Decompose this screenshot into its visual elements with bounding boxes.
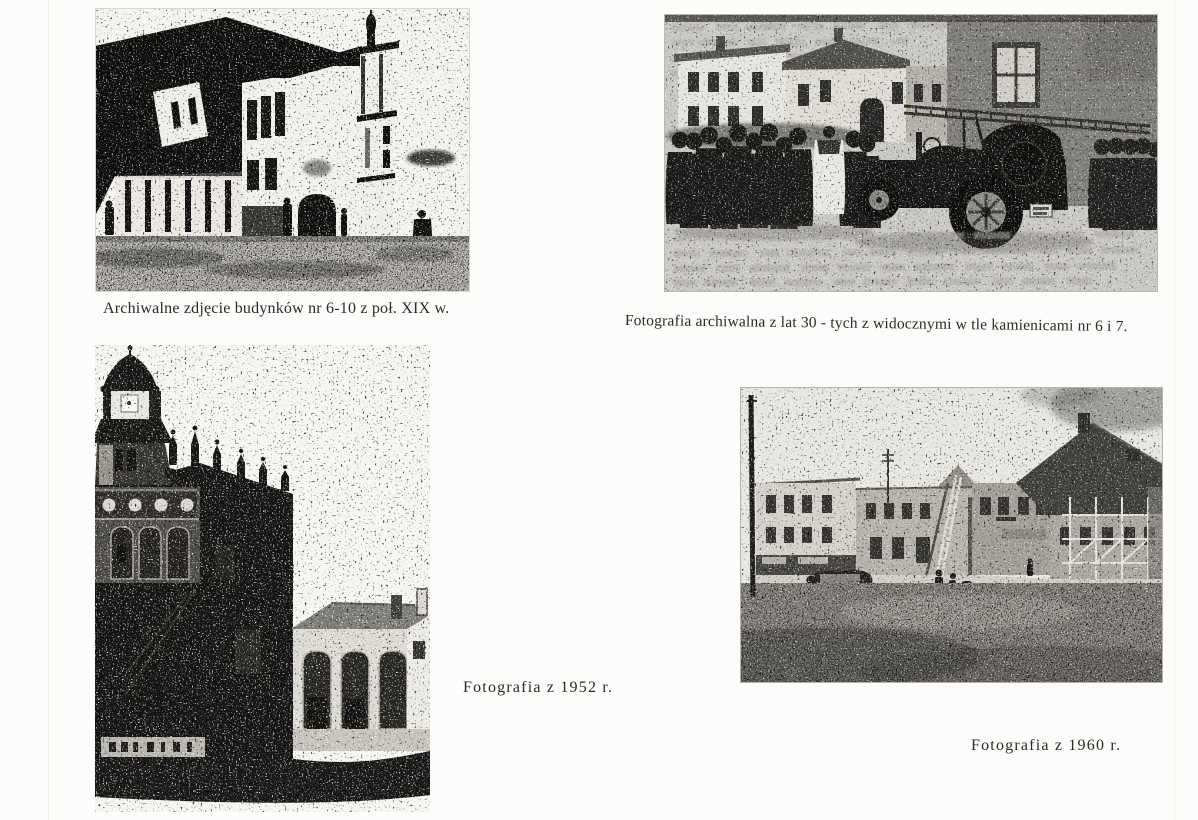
- photo4-grain-dark: [740, 387, 1163, 683]
- caption-photo-lata-30: Fotografia archiwalna z lat 30 - tych z widocznymi w tle kamienicami nr 6 i 7.: [624, 312, 1128, 336]
- scan-edge-line: [1174, 0, 1175, 820]
- photo1-grain-dark: [95, 8, 470, 292]
- caption-photo-budynki-6-10: Archiwalne zdjęcie budynków nr 6-10 z poł. XIX w.: [103, 300, 450, 317]
- archival-photo-lata-30: [664, 14, 1158, 292]
- scan-fold-line: [48, 0, 49, 820]
- caption-fotografia-1960: Fotografia z 1960 r.: [971, 737, 1122, 754]
- fotografia-1952: [95, 345, 430, 812]
- photo2-grain-dark: [664, 14, 1158, 292]
- archival-photo-budynki-6-10: [95, 8, 470, 292]
- caption-fotografia-1952: Fotografia z 1952 r.: [463, 679, 614, 696]
- fotografia-1960: [740, 387, 1163, 683]
- photo3-grain-dark: [95, 345, 430, 812]
